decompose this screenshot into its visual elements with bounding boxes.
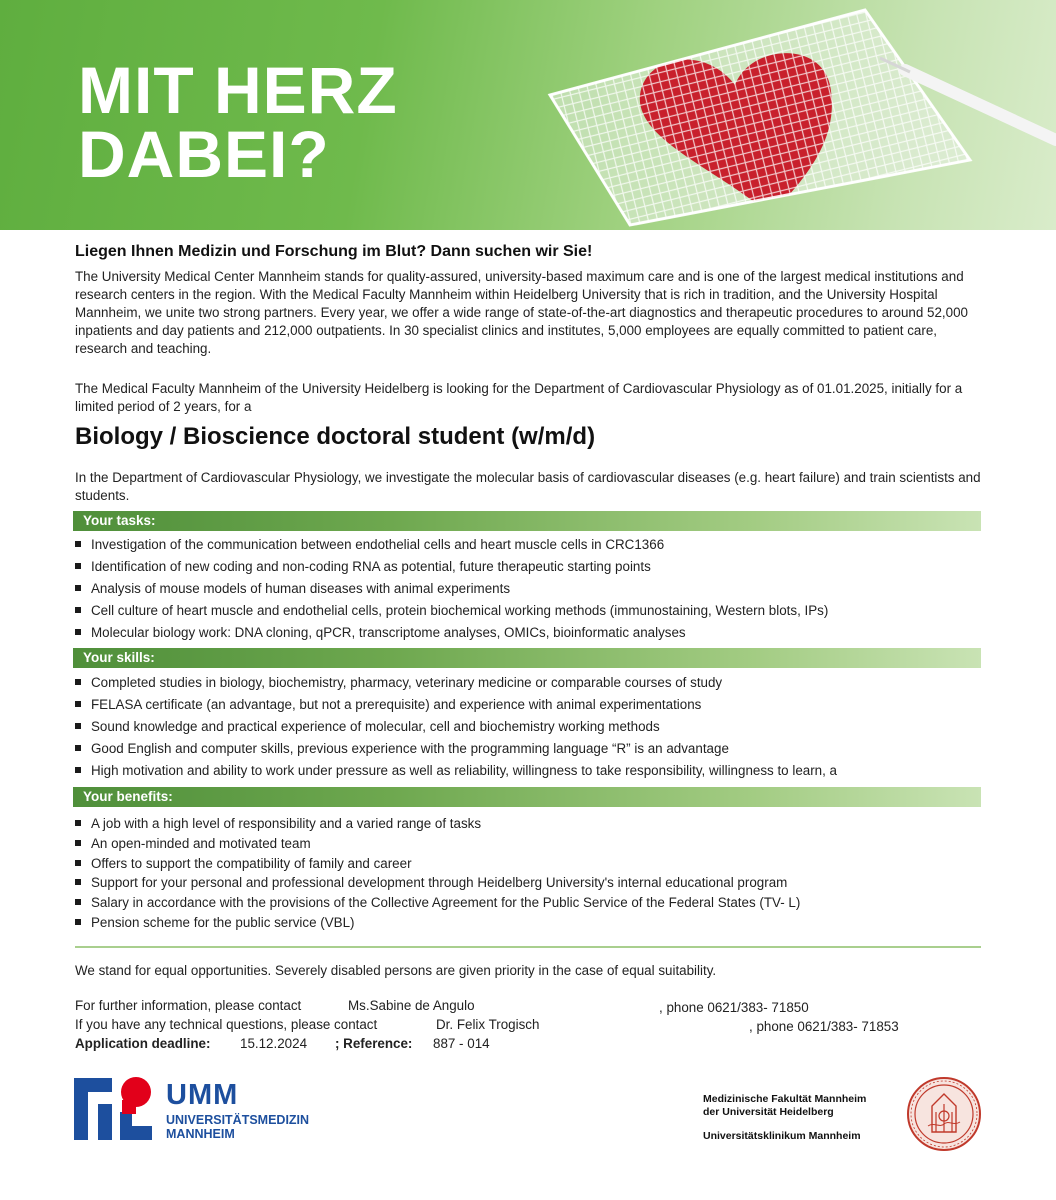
square-bullet-icon xyxy=(75,701,81,707)
tasks-list xyxy=(75,536,981,646)
square-bullet-icon xyxy=(75,899,81,905)
reference-value: 887 - 014 xyxy=(433,1036,490,1051)
equal-opportunity-text: We stand for equal opportunities. Severely disabled persons are given priority in the case of equal suitability. xyxy=(75,963,717,978)
faculty-name-line1: Medizinische Fakultät Mannheim xyxy=(703,1093,867,1105)
square-bullet-icon xyxy=(75,679,81,685)
tech-contact-phone: , phone 0621/383- 71853 xyxy=(749,1019,899,1034)
square-bullet-icon xyxy=(75,820,81,826)
hero-banner xyxy=(0,0,1056,230)
hero-title-line2: DABEI? xyxy=(78,117,330,191)
department-paragraph: In the Department of Cardiovascular Physiology, we investigate the molecular basis of cardiovascular diseases (e.g. heart failure) and train scientists and students. xyxy=(75,470,981,503)
square-bullet-icon xyxy=(75,607,81,613)
square-bullet-icon xyxy=(75,879,81,885)
tech-contact-name: Dr. Felix Trogisch xyxy=(436,1017,540,1032)
heart-well-plate-icon xyxy=(520,0,1056,230)
tasks-heading: Your tasks: xyxy=(73,511,981,531)
list-item-text: Cell culture of heart muscle and endothelial cells, protein biochemical working methods (immunostaining, Western blots, IPs) xyxy=(91,603,829,618)
square-bullet-icon xyxy=(75,745,81,751)
list-item xyxy=(75,624,981,646)
hospital-name: Universitätsklinikum Mannheim xyxy=(703,1130,861,1142)
list-item xyxy=(75,894,981,914)
info-contact-name: Ms.Sabine de Angulo xyxy=(348,998,475,1013)
headline: Liegen Ihnen Medizin und Forschung im Blut? Dann suchen wir Sie! xyxy=(75,243,593,260)
deadline-value: 15.12.2024 xyxy=(240,1036,308,1051)
umm-name-line1: UNIVERSITÄTSMEDIZIN xyxy=(166,1113,310,1127)
list-item-text: A job with a high level of responsibility and a varied range of tasks xyxy=(91,816,482,831)
square-bullet-icon xyxy=(75,541,81,547)
skills-list xyxy=(75,674,981,784)
umm-name-line2: MANNHEIM xyxy=(166,1127,235,1141)
list-item-text: FELASA certificate (an advantage, but not a prerequisite) and experience with animal experimentations xyxy=(91,697,702,712)
square-bullet-icon xyxy=(75,629,81,635)
info-contact-prefix: For further information, please contact xyxy=(75,998,302,1013)
hero-title-line1: MIT HERZ xyxy=(78,53,398,127)
list-item-text: Pension scheme for the public service (VBL) xyxy=(91,914,355,930)
list-item-text: Completed studies in biology, biochemistry, pharmacy, veterinary medicine or comparable courses of study xyxy=(91,675,723,690)
list-item xyxy=(75,855,981,875)
benefits-heading: Your benefits: xyxy=(73,787,981,807)
list-item xyxy=(75,674,981,696)
list-item xyxy=(75,696,981,718)
list-item xyxy=(75,815,981,835)
list-item xyxy=(75,558,981,580)
square-bullet-icon xyxy=(75,585,81,591)
list-item xyxy=(75,874,981,894)
list-item xyxy=(75,740,981,762)
list-item xyxy=(75,536,981,558)
deadline-label: Application deadline: xyxy=(75,1036,211,1051)
square-bullet-icon xyxy=(75,767,81,773)
list-item-text: Molecular biology work: DNA cloning, qPCR, transcriptome analyses, OMICs, bioinformatic analyses xyxy=(91,625,686,640)
list-item xyxy=(75,762,981,784)
list-item-text: Good English and computer skills, previous experience with the programming language “R” is an advantage xyxy=(91,741,729,756)
square-bullet-icon xyxy=(75,563,81,569)
umm-name xyxy=(166,1113,309,1141)
info-contact-phone: , phone 0621/383- 71850 xyxy=(659,1000,809,1015)
umm-abbrev: UMM xyxy=(166,1079,239,1111)
list-item xyxy=(75,718,981,740)
list-item xyxy=(75,835,981,855)
list-item-text: Sound knowledge and practical experience of molecular, cell and biochemistry working methods xyxy=(91,719,660,734)
skills-heading: Your skills: xyxy=(73,648,981,668)
list-item xyxy=(75,580,981,602)
benefits-list xyxy=(75,815,981,934)
faculty-name xyxy=(703,1093,866,1119)
list-item-text: Offers to support the compatibility of family and career xyxy=(91,855,412,871)
faculty-name-line2: der Universität Heidelberg xyxy=(703,1106,834,1118)
square-bullet-icon xyxy=(75,723,81,729)
position-title: Biology / Bioscience doctoral student (w/m/d) xyxy=(75,423,596,450)
reference-label: ; Reference: xyxy=(335,1036,413,1051)
list-item-text: Support for your personal and professional development through Heidelberg University's internal educational program xyxy=(91,875,788,891)
tech-contact-prefix: If you have any technical questions, please contact xyxy=(75,1017,378,1032)
square-bullet-icon xyxy=(75,860,81,866)
list-item-text: High motivation and ability to work under pressure as well as reliability, willingness to take responsibility, willingness to learn, a xyxy=(91,763,838,778)
list-item xyxy=(75,914,981,934)
faculty-paragraph: The Medical Faculty Mannheim of the University Heidelberg is looking for the Department of Cardiovascular Physiology as of 01.01.2025, initially for a limited period of 2 years, for a xyxy=(75,381,963,414)
list-item xyxy=(75,602,981,624)
heidelberg-seal-icon xyxy=(906,1076,982,1152)
list-item-text: Analysis of mouse models of human diseases with animal experiments xyxy=(91,581,511,596)
list-item-text: An open-minded and motivated team xyxy=(91,835,311,851)
list-item-text: Identification of new coding and non-coding RNA as potential, future therapeutic starting points xyxy=(91,559,651,574)
list-item-text: Salary in accordance with the provisions of the Collective Agreement for the Public Service of the Federal States (TV- L) xyxy=(91,895,801,911)
square-bullet-icon xyxy=(75,919,81,925)
list-item-text: Investigation of the communication between endothelial cells and heart muscle cells in CRC1366 xyxy=(91,537,665,552)
square-bullet-icon xyxy=(75,840,81,846)
hero-title xyxy=(78,53,398,191)
section-divider xyxy=(75,946,981,948)
intro-paragraph: The University Medical Center Mannheim stands for quality-assured, university-based maximum care and is one of the largest medical institutions and research centers in the region. With the Medical Faculty Mannheim within Heidelberg University that is rich in tradition, and the University Hospital Mannheim, we unite two strong partners. Every year, we offer a wide range of state-of-the-art diagnostics and therapeutic procedures to around 52,000 inpatients and day patients and 212,000 outpatients. In 30 specialist clinics and institutes, 5,000 employees are equally committed to patient care, research and teaching. xyxy=(75,269,968,356)
